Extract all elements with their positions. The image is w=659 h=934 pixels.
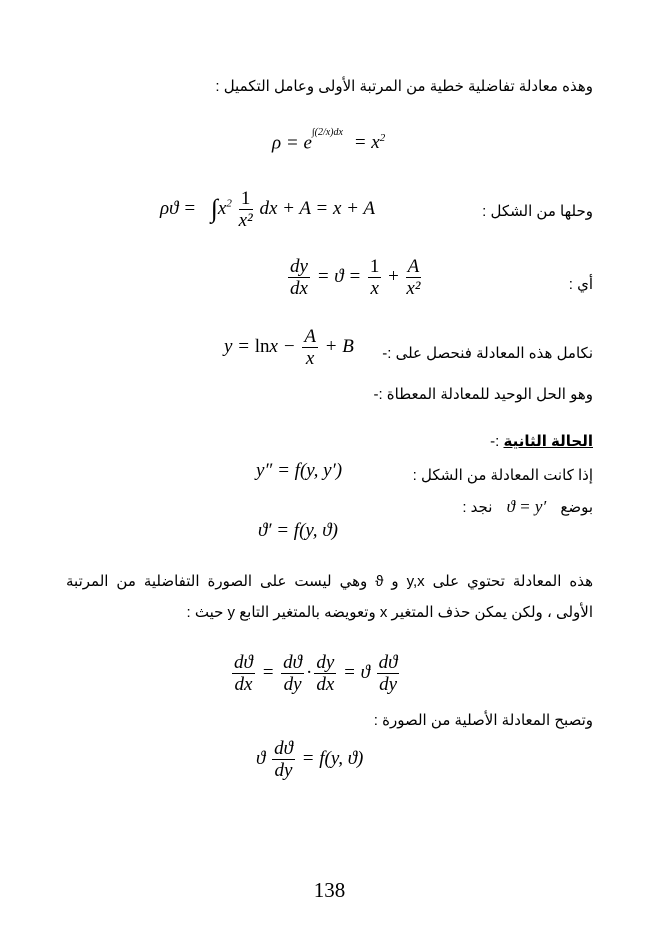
int-x: x bbox=[217, 197, 227, 219]
chain-dot: · bbox=[305, 661, 313, 683]
fraction-num: dy bbox=[290, 256, 308, 277]
equation-theta-prime: ϑ′ = f(y, ϑ) bbox=[258, 520, 338, 541]
chain-eq1: = bbox=[261, 661, 275, 683]
equation-chain-rule bbox=[230, 652, 401, 695]
integral-sign: ∫ bbox=[210, 193, 218, 223]
equation-final bbox=[256, 738, 363, 781]
text-line-intro: وهذه معادلة تفاضلية خطية من المرتبة الأولى وعامل التكميل : bbox=[215, 78, 593, 95]
chain-eq2: = ϑ bbox=[343, 661, 370, 683]
fraction-one-over-x bbox=[368, 256, 382, 299]
y-eq-x: x − bbox=[269, 335, 296, 357]
y-eq: y = bbox=[224, 335, 255, 357]
equation-case-two: y″ = f(y, y′) bbox=[256, 460, 343, 481]
text-becomes: وتصبح المعادلة الأصلية من الصورة : bbox=[373, 712, 593, 729]
rho-exponent: ∫(2/x)dx bbox=[311, 127, 343, 138]
fraction-den: dy bbox=[379, 674, 398, 695]
fraction-num: A bbox=[304, 326, 316, 347]
fraction-a-over-x2 bbox=[406, 256, 422, 299]
fraction-num: 1 bbox=[239, 188, 253, 210]
text-unique-solution: وهو الحل الوحيد للمعادلة المعطاة :- bbox=[373, 386, 593, 403]
deriv-eq: = ϑ = bbox=[316, 265, 362, 287]
fraction-den: dx bbox=[290, 278, 308, 299]
heading-case-two bbox=[490, 432, 593, 450]
fraction-num: dϑ bbox=[283, 652, 302, 673]
equation-solution-y bbox=[224, 326, 354, 369]
text-integrate: نكامل هذه المعادلة فنحصل على :- bbox=[382, 345, 593, 362]
fraction-den: x² bbox=[238, 210, 253, 231]
fraction-dtheta-dy-2 bbox=[377, 652, 400, 695]
text-setting-word: بوضع bbox=[560, 499, 593, 516]
text-setting bbox=[462, 497, 593, 517]
fraction-den: dy bbox=[274, 760, 293, 781]
heading-case-two-suffix: :- bbox=[490, 433, 504, 450]
ln-operator: ln bbox=[254, 335, 270, 357]
rho-rhs: = x bbox=[353, 132, 380, 154]
final-lhs: ϑ bbox=[256, 747, 266, 769]
plus-sign: + bbox=[388, 265, 399, 287]
page-number: 138 bbox=[313, 878, 346, 902]
equation-integral bbox=[160, 188, 375, 231]
equation-substitution: ϑ = y′ bbox=[506, 497, 547, 516]
text-if-form: إذا كانت المعادلة من الشكل : bbox=[412, 467, 593, 484]
fraction-dtheta-dx bbox=[232, 652, 255, 695]
fraction-den: dy bbox=[283, 674, 302, 695]
fraction-num: 1 bbox=[369, 256, 380, 277]
fraction-num: dy bbox=[316, 652, 335, 673]
fraction-den: x² bbox=[406, 278, 421, 299]
text-that-is: أي : bbox=[568, 276, 593, 293]
fraction-dy-dx bbox=[288, 256, 310, 299]
text-contains-line1: هذه المعادلة تحتوي على y,x و ϑ وهي ليست على الصورة التفاضلية من المرتبة bbox=[66, 573, 593, 590]
heading-case-two-title: الحالة الثانية bbox=[503, 433, 593, 450]
fraction-one-over-x2 bbox=[239, 188, 253, 231]
text-find: نجد : bbox=[462, 499, 493, 516]
int-rest: dx + A = x + A bbox=[259, 197, 375, 219]
fraction-num: dϑ bbox=[274, 738, 293, 759]
rho-lhs: ρ = e bbox=[272, 132, 312, 154]
text-contains-line2: الأولى ، ولكن يمكن حذف المتغير x وتعويضه بالمتغير التابع y حيث : bbox=[186, 604, 593, 621]
fraction-num: A bbox=[407, 256, 420, 277]
fraction-a-over-x bbox=[302, 326, 318, 369]
final-rhs: = f(y, ϑ) bbox=[301, 747, 364, 769]
fraction-den: dx bbox=[316, 674, 335, 695]
fraction-dtheta-dy-final bbox=[272, 738, 295, 781]
fraction-dtheta-dy bbox=[281, 652, 304, 695]
fraction-den: x bbox=[305, 348, 315, 369]
fraction-num: dϑ bbox=[378, 652, 398, 673]
fraction-den: x bbox=[370, 278, 379, 299]
fraction-dy-dx-chain bbox=[314, 652, 336, 695]
int-lhs: ρϑ = bbox=[160, 197, 197, 219]
fraction-den: dx bbox=[234, 674, 253, 695]
text-solution-shape: وحلها من الشكل : bbox=[482, 203, 593, 220]
rho-rhs-pow: 2 bbox=[379, 132, 386, 144]
int-x-pow: 2 bbox=[226, 197, 232, 210]
y-eq-tail: + B bbox=[324, 335, 354, 357]
equation-integrating-factor bbox=[272, 127, 386, 154]
fraction-num: dϑ bbox=[234, 652, 253, 673]
equation-derivative bbox=[286, 256, 423, 299]
